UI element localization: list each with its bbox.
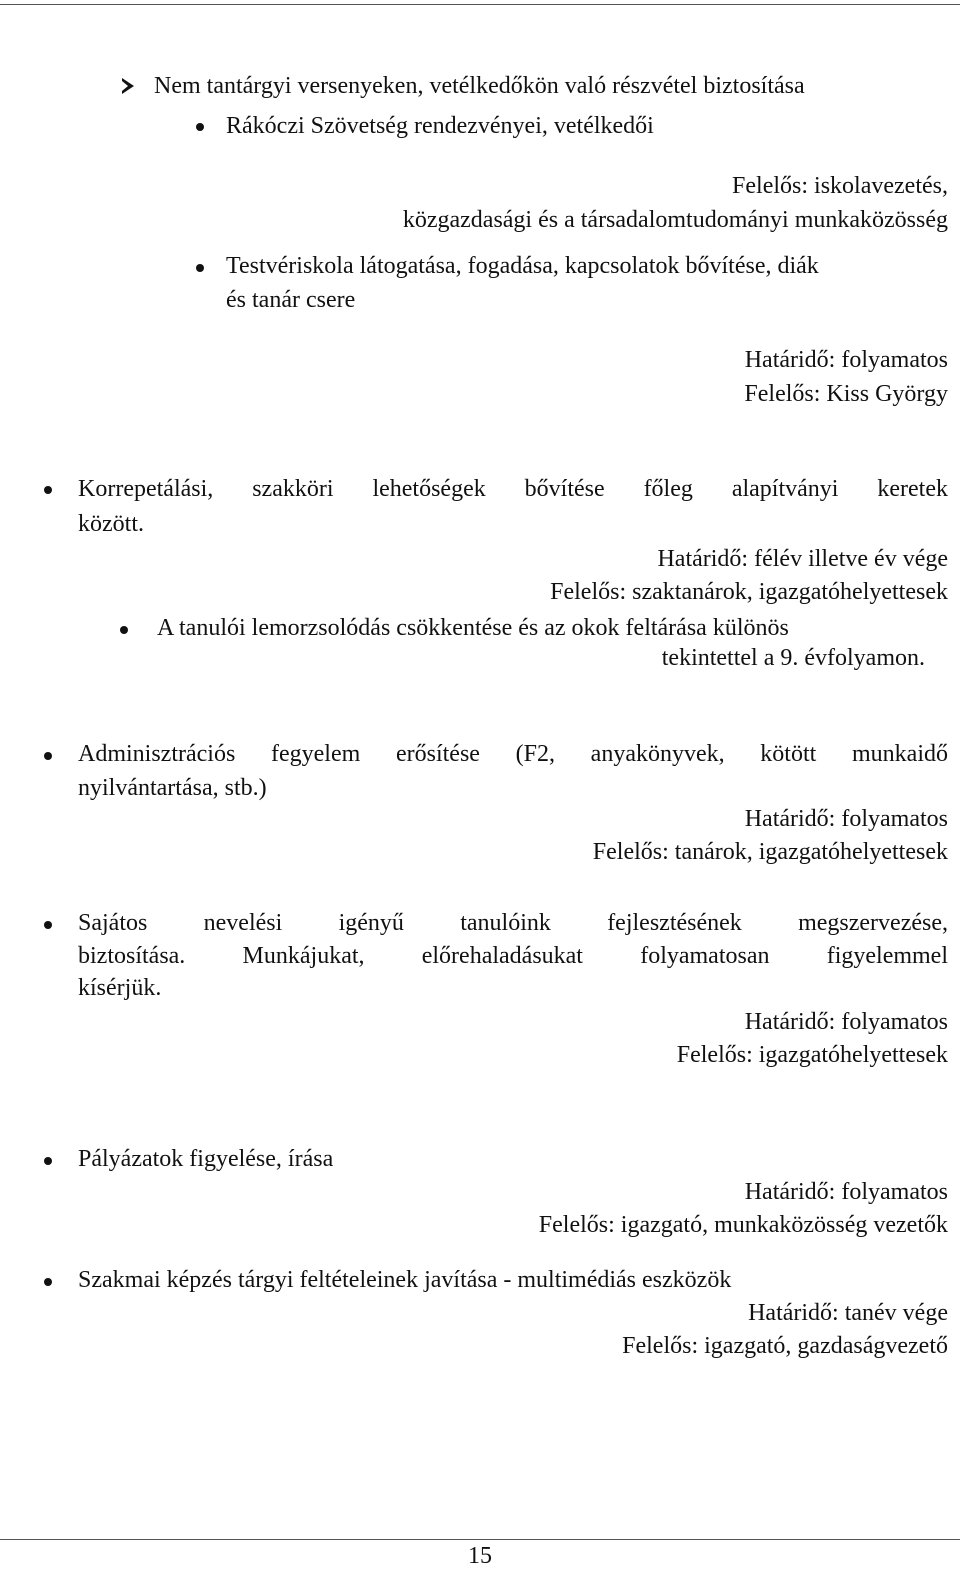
felelos-sajatos: Felelős: igazgatóhelyettesek [676, 1042, 948, 1068]
hatarido-szakmai: Határidő: tanév vége [748, 1300, 948, 1326]
felelos-korrep: Felelős: szaktanárok, igazgatóhelyettesek [550, 579, 948, 605]
hatarido-korrep: Határidő: félév illetve év vége [657, 546, 948, 572]
item-lemorz-line1: A tanulói lemorzsolódás csökkentése és az okok feltárása különös [157, 615, 789, 641]
felelos-testver: Felelős: Kiss György [744, 381, 948, 407]
hatarido-testver: Határidő: folyamatos [744, 347, 948, 373]
item-rakoczi: Rákóczi Szövetség rendezvényei, vetélkedői [226, 113, 654, 139]
hatarido-admin: Határidő: folyamatos [744, 806, 948, 832]
bullet-icon [44, 486, 52, 494]
item-admin-line2: nyilvántartása, stb.) [78, 775, 267, 801]
item-sajatos-line2: biztosítása. Munkájukat, előrehaladásukat folyamatosan figyelemmel [78, 943, 948, 969]
item-testver-line2: és tanár csere [226, 287, 356, 313]
felelos-szakmai: Felelős: igazgató, gazdaságvezető [622, 1333, 948, 1359]
bullet-icon [44, 1278, 52, 1286]
item-palyazat: Pályázatok figyelése, írása [78, 1146, 334, 1172]
bullet-icon [196, 123, 204, 131]
felelos-palyazat: Felelős: igazgató, munkaközösség vezetők [538, 1212, 948, 1238]
felelos-rakoczi-2: közgazdasági és a társadalomtudományi munkaközösség [402, 207, 948, 233]
item-admin-line1: Adminisztrációs fegyelem erősítése (F2, anyakönyvek, kötött munkaidő [78, 741, 948, 767]
hatarido-palyazat: Határidő: folyamatos [744, 1179, 948, 1205]
hatarido-sajatos: Határidő: folyamatos [744, 1009, 948, 1035]
item-korrep-line1: Korrepetálási, szakköri lehetőségek bővítése főleg alapítványi keretek [78, 476, 948, 502]
bullet-icon [44, 921, 52, 929]
felelos-rakoczi-1: Felelős: iskolavezetés, [732, 173, 948, 199]
page-number: 15 [468, 1543, 492, 1569]
item-lemorz-line2: tekintettel a 9. évfolyamon. [661, 645, 925, 671]
item-korrep-line2: között. [78, 511, 144, 537]
top-rule [0, 4, 960, 5]
item-testver-line1: Testvériskola látogatása, fogadása, kapcsolatok bővítése, diák [226, 253, 819, 279]
bullet-icon [44, 752, 52, 760]
bullet-icon [120, 626, 128, 634]
item-szakmai: Szakmai képzés tárgyi feltételeinek javítása - multimédiás eszközök [78, 1267, 732, 1293]
item-sajatos-line1: Sajátos nevelési igényű tanulóink fejlesztésének megszervezése, [78, 910, 948, 936]
item-nem-tantargyi: Nem tantárgyi versenyeken, vetélkedőkön való részvétel biztosítása [154, 73, 805, 99]
felelos-admin: Felelős: tanárok, igazgatóhelyettesek [592, 839, 948, 865]
item-sajatos-line3: kísérjük. [78, 975, 162, 1001]
arrow-bullet-icon [122, 78, 134, 94]
bullet-icon [44, 1157, 52, 1165]
bullet-icon [196, 264, 204, 272]
